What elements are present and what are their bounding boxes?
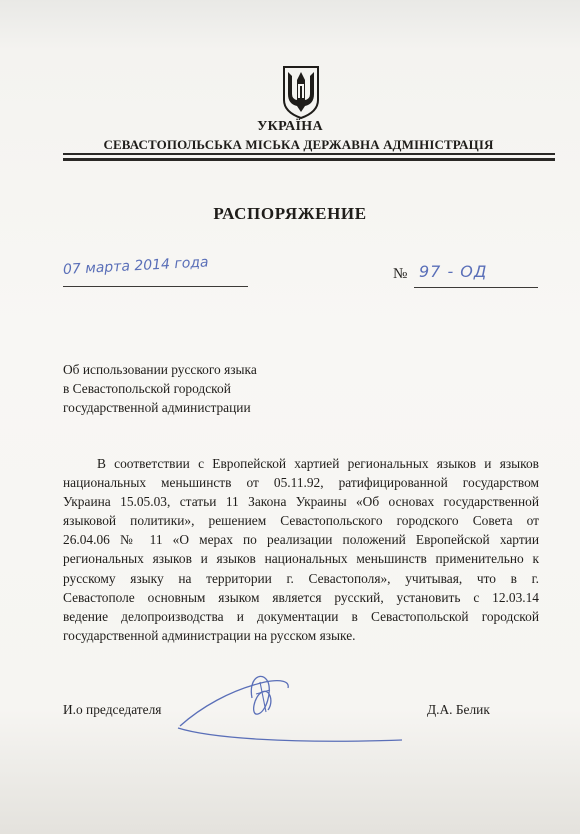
subject-line: государственной администрации bbox=[63, 400, 251, 415]
header-divider-thick bbox=[63, 158, 555, 161]
body-line: 26.04.06 № 11 «О мерах по реализации положений Европейской хартии bbox=[63, 532, 539, 548]
trident-emblem-icon bbox=[281, 64, 321, 120]
body-line: Украина 15.05.03, статьи 11 Закона Украины «Об основах государственной bbox=[63, 494, 539, 510]
body-line: национальных меньшинств от 05.11.92, ратифицированной государством bbox=[63, 475, 539, 491]
subject-line: в Севастопольской городской bbox=[63, 381, 231, 396]
body-line: русскому языку на территории г. Севастополя», учитывая, что в г. bbox=[63, 570, 539, 586]
handwritten-signature bbox=[170, 668, 410, 748]
document-type-title: РАСПОРЯЖЕНИЕ bbox=[213, 204, 367, 223]
handwritten-date: 07 марта 2014 года bbox=[62, 254, 209, 278]
body-line: В соответствии с Европейской хартией региональных языков и языков bbox=[97, 456, 539, 471]
subject-line: Об использовании русского языка bbox=[63, 362, 257, 377]
signatory-name: Д.А. Белик bbox=[427, 702, 490, 717]
date-underline bbox=[63, 286, 248, 287]
administration-name: СЕВАСТОПОЛЬСЬКА МІСЬКА ДЕРЖАВНА АДМІНІСТРАЦІЯ bbox=[103, 137, 494, 152]
document-body bbox=[63, 454, 539, 645]
body-line: региональных языков и языков национальных меньшинств применительно к bbox=[63, 551, 539, 567]
body-line: государственной администрации на русском языке. bbox=[63, 627, 356, 643]
document-subject bbox=[63, 360, 323, 417]
header-divider-thin bbox=[63, 153, 555, 155]
number-sign: № bbox=[393, 266, 408, 282]
body-line: языковой политики», решением Севастопольского городского Совета от bbox=[63, 513, 539, 529]
handwritten-document-number: 97 - ОД bbox=[419, 262, 488, 281]
country-name: УКРАЇНА bbox=[257, 119, 323, 134]
body-line: ведение делопроизводства и документации в Севастопольской городской bbox=[63, 608, 539, 624]
signatory-title: И.о председателя bbox=[63, 702, 162, 717]
body-line: Севастополе основным языком является русский, установить с 12.03.14 bbox=[63, 589, 539, 605]
number-underline bbox=[414, 287, 538, 288]
